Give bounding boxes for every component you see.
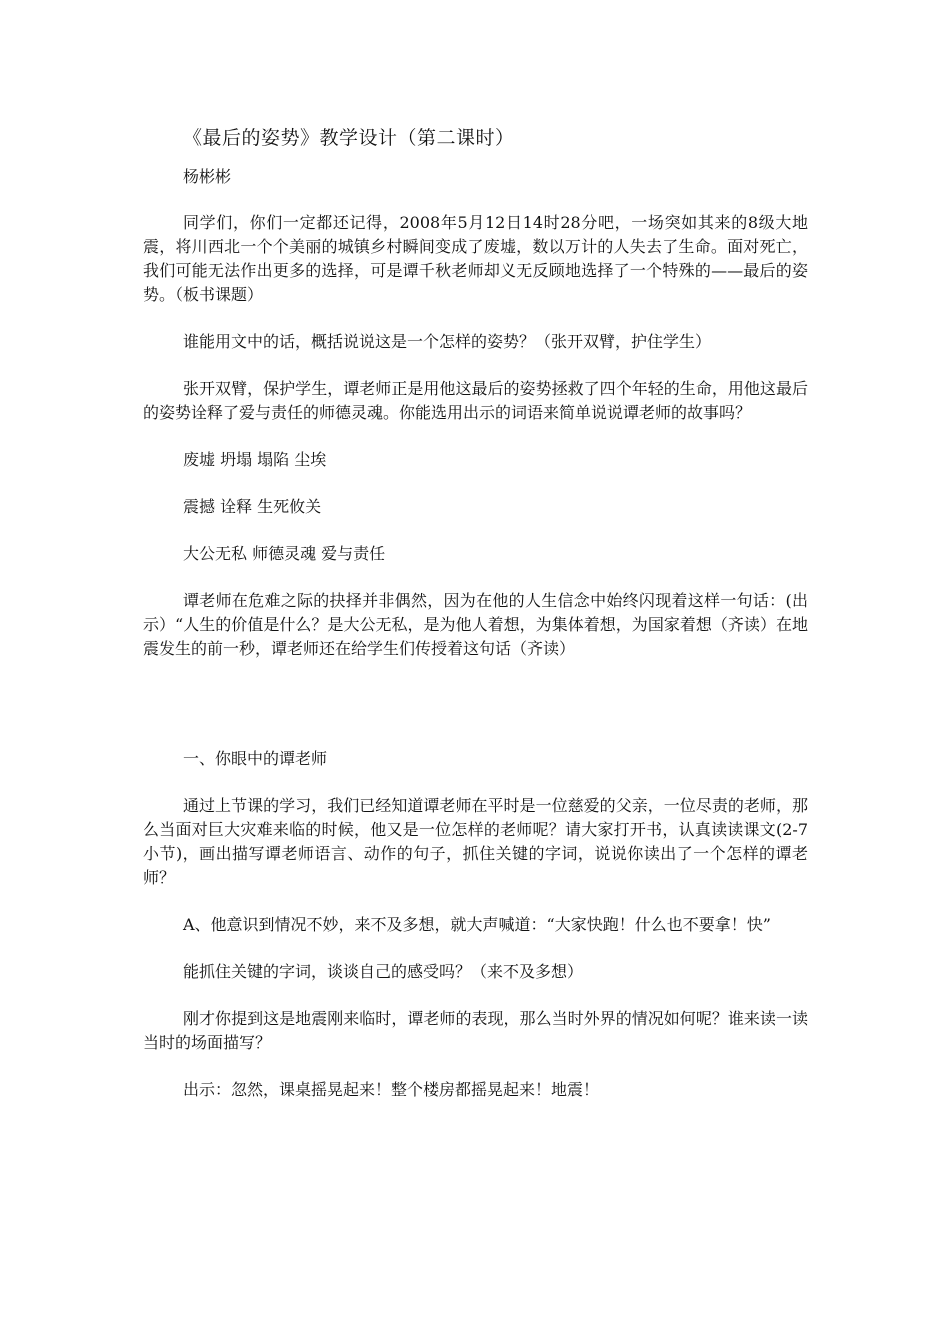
vocabulary-line-3: 大公无私 师德灵魂 爱与责任 [183,544,386,563]
section-heading-1: 一、你眼中的谭老师 [183,749,328,768]
document-title: 《最后的姿势》教学设计（第二课时） [183,127,515,149]
vocabulary-line-1: 废墟 坍塌 塌陷 尘埃 [183,450,327,469]
author-name: 杨彬彬 [183,167,232,186]
paragraph-question: 谁能用文中的话，概括说说这是一个怎样的姿势？（张开双臂，护住学生） [183,332,712,351]
paragraph-scene-question: 刚才你提到这是地震刚来临时，谭老师的表现，那么当时外界的情况如何呢？谁来读一读当时的场面描写？ [143,1009,808,1052]
paragraph-display: 出示：忽然，课桌摇晃起来！整个楼房都摇晃起来！地震！ [183,1080,600,1099]
paragraph-reading-task: 通过上节课的学习，我们已经知道谭老师在平时是一位慈爱的父亲，一位尽责的老师，那么当面对巨大灾难来临的时候，他又是一位怎样的老师呢？请大家打开书，认真读读课文(2-7小节)，画出描写谭老师语言、动作的句子，抓住关键的字词，说说你读出了一个怎样的谭老师？ [143,796,808,887]
paragraph-story-prompt: 张开双臂，保护学生，谭老师正是用他这最后的姿势拯救了四个年轻的生命，用他这最后的姿势诠释了爱与责任的师德灵魂。你能选用出示的词语来简单说说谭老师的故事吗？ [143,379,808,422]
document-body [143,123,808,1102]
paragraph-intro: 同学们，你们一定都还记得，2008年5月12日14时28分吧，一场突如其来的8级大地震，将川西北一个个美丽的城镇乡村瞬间变成了废墟，数以万计的人失去了生命。面对死亡，我们可能无法作出更多的选择，可是谭千秋老师却义无反顾地选择了一个特殊的——最后的姿势。（板书课题） [143,213,808,304]
paragraph-feeling-question: 能抓住关键的字词，谈谈自己的感受吗？（来不及多想） [183,962,584,981]
paragraph-motto: 谭老师在危难之际的抉择并非偶然，因为在他的人生信念中始终闪现着这样一句话：(出示）“人生的价值是什么？是大公无私，是为他人着想，为集体着想，为国家着想（齐读）在地震发生的前一秒，谭老师还在给学生们传授着这句话（齐读） [143,591,808,658]
paragraph-item-a: A、他意识到情况不妙，来不及多想，就大声喊道：“大家快跑！什么也不要拿！快” [183,915,771,934]
vocabulary-line-2: 震撼 诠释 生死攸关 [183,497,322,516]
